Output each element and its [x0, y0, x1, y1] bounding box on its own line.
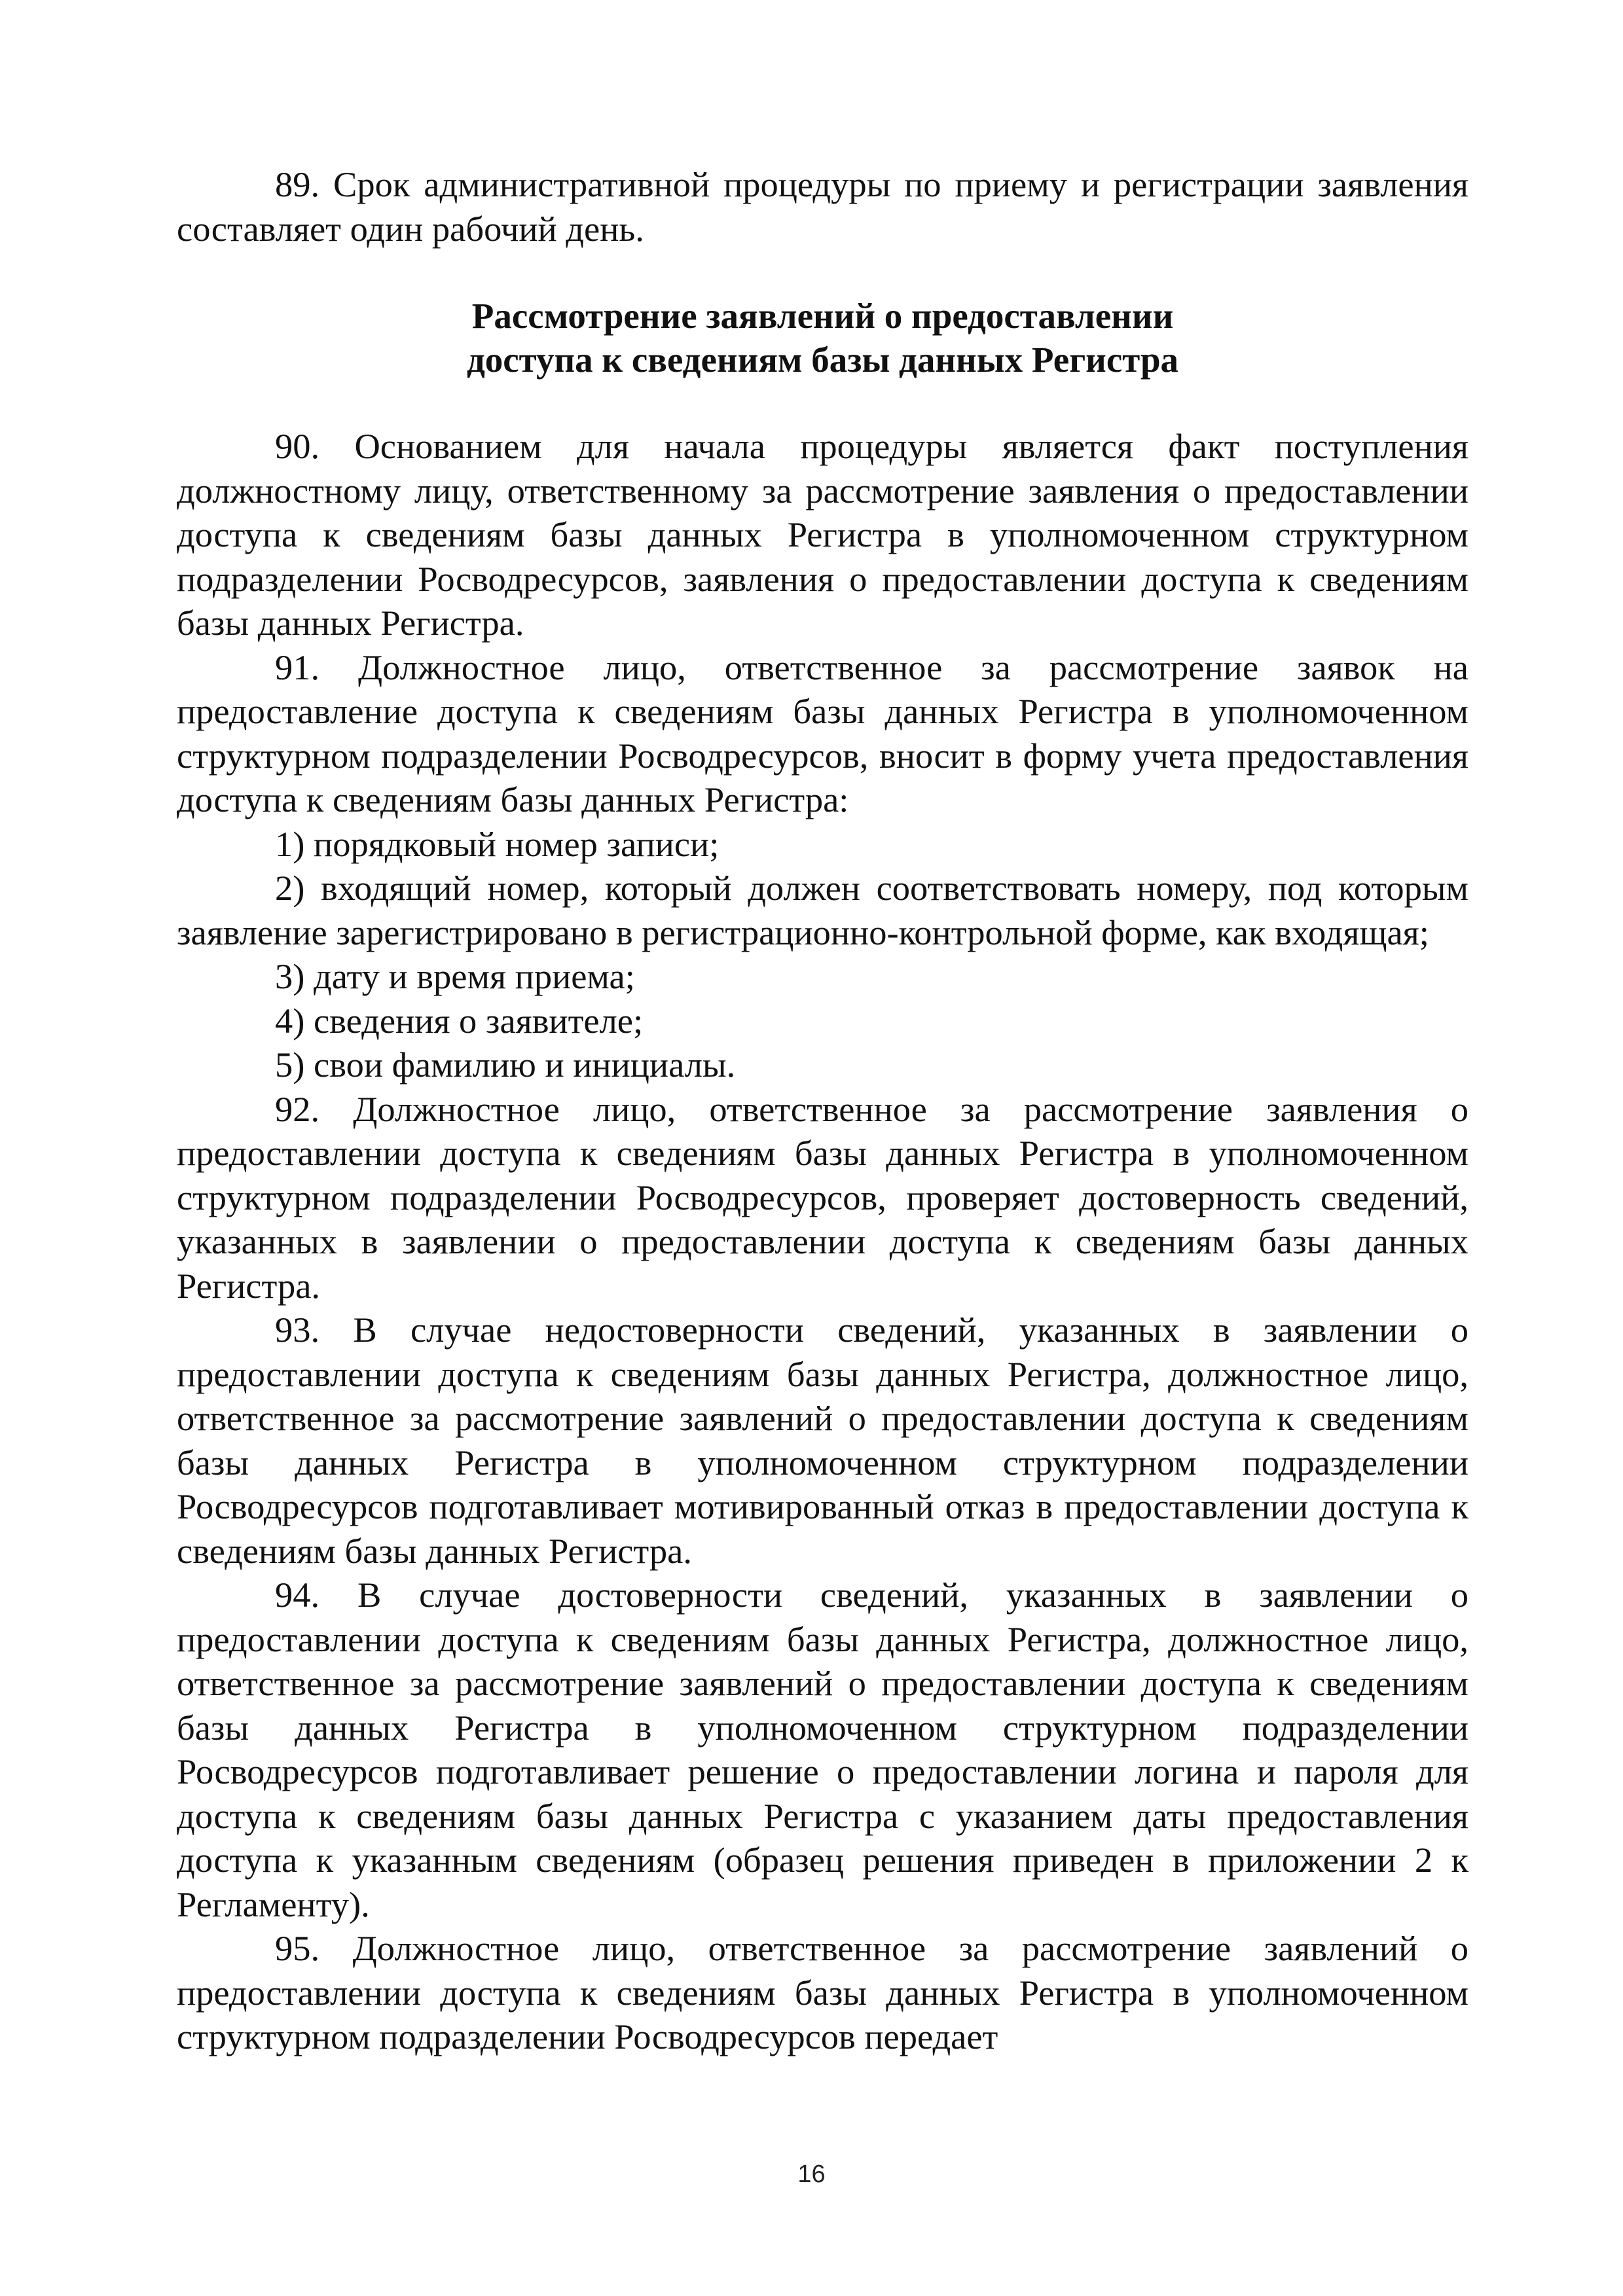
list-item: 4) сведения о заявителе; — [275, 1000, 644, 1041]
paragraph-90: 90. Основанием для начала процедуры является факт поступления должностному лицу, ответственному за рассмотрение заявления о предоставлении доступа к сведениям базы данных Регистра в уполномоченном структурном подразделении Росводресурсов, заявления о предоставлении доступа к сведениям базы данных Регистра. — [177, 426, 1468, 643]
list-item: 1) порядковый номер записи; — [275, 823, 720, 864]
list-item: 3) дату и время приема; — [275, 956, 635, 996]
paragraph-91: 91. Должностное лицо, ответственное за рассмотрение заявок на предоставление доступа к сведениям базы данных Регистра в уполномоченном структурном подразделении Росводресурсов, вносит в форму учета предоставления доступа к сведениям базы данных Регистра: — [177, 647, 1468, 819]
record-fields-list — [177, 822, 1468, 1087]
paragraph-89: 89. Срок административной процедуры по приему и регистрации заявления составляет один рабочий день. — [177, 164, 1468, 249]
paragraph-94: 94. В случае достоверности сведений, указанных в заявлении о предоставлении доступа к сведениям базы данных Регистра, должностное лицо, ответственное за рассмотрение заявлений о предоставлении доступа к сведениям базы данных Регистра в уполномоченном структурном подразделении Росводресурсов подготавливает решение о предоставлении логина и пароля для доступа к сведениям базы данных Регистра с указанием даты предоставления доступа к указанным сведениям (образец решения приведен в приложении 2 к Регламенту). — [177, 1575, 1468, 1924]
list-item: 5) свои фамилию и инициалы. — [275, 1045, 736, 1085]
list-item: 2) входящий номер, который должен соответствовать номеру, под которым заявление зарегистрировано в регистрационно-контрольной форме, как входящая; — [177, 868, 1468, 952]
page-body — [177, 162, 1468, 2059]
page-number: 16 — [797, 2161, 826, 2188]
paragraph-95: 95. Должностное лицо, ответственное за рассмотрение заявлений о предоставлении доступа к сведениям базы данных Регистра в уполномоченном структурном подразделении Росводресурсов передает — [177, 1928, 1468, 2056]
section-heading — [177, 294, 1468, 382]
paragraph-92: 92. Должностное лицо, ответственное за рассмотрение заявления о предоставлении доступа к сведениям базы данных Регистра в уполномоченном структурном подразделении Росводресурсов, проверяет достоверность сведений, указанных в заявлении о предоставлении доступа к сведениям базы данных Регистра. — [177, 1088, 1468, 1306]
section-heading-line-1: Рассмотрение заявлений о предоставлении — [471, 296, 1174, 336]
paragraph-93: 93. В случае недостоверности сведений, указанных в заявлении о предоставлении доступа к сведениям базы данных Регистра, должностное лицо, ответственное за рассмотрение заявлений о предоставлении доступа к сведениям базы данных Регистра в уполномоченном структурном подразделении Росводресурсов подготавливает мотивированный отказ в предоставлении доступа к сведениям базы данных Регистра. — [177, 1310, 1468, 1571]
section-heading-line-2: доступа к сведениям базы данных Регистра — [466, 340, 1179, 380]
